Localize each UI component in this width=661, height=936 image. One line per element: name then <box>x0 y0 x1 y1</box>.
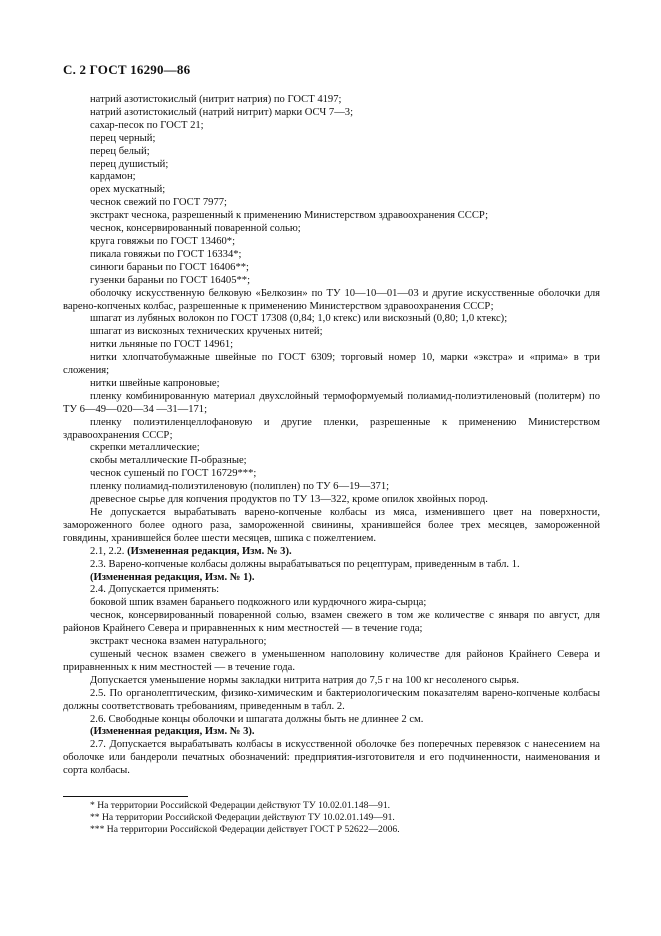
material-line: сахар-песок по ГОСТ 21; <box>90 119 204 131</box>
material-line: нитки швейные капроновые; <box>90 377 220 389</box>
section-2-6: 2.6. Свободные концы оболочки и шпагата должны быть не длиннее 2 см. <box>90 713 424 725</box>
substitution-item: экстракт чеснока взамен натурального; <box>90 636 267 648</box>
restriction-paragraph: Не допускается вырабатывать варено-копченые колбасы из мяса, изменившего цвет на поверхности, замороженного более одного раза, замороженной свинины, хранившейся более трех месяцев, замороженной говядины, хранившейся более шести месяцев, шпика с пожелтением. <box>63 507 600 544</box>
edit-note: (Измененная редакция, Изм. № 3). <box>127 545 292 557</box>
material-line: шпагат из вискозных технических крученых нитей; <box>90 326 323 338</box>
material-line: кардамон; <box>90 171 136 183</box>
footnote: * На территории Российской Федерации действуют ТУ 10.02.01.148—91. <box>90 800 391 811</box>
material-line: скобы металлические П-образные; <box>90 455 247 467</box>
material-line: пленку комбинированную материал двухслойный термоформуемый полиамид-полиэтиленовый (политерм) по ТУ 6—49—020—34 —31—171; <box>63 390 600 415</box>
section-2-5: 2.5. По органолептическим, физико-химическим и бактериологическим показателям варено-копченые колбасы должны соответствовать требованиям, приведенным в табл. 2. <box>63 687 600 712</box>
document-body <box>63 94 600 778</box>
material-line: гузенки бараньи по ГОСТ 16405**; <box>90 274 251 286</box>
material-line: чеснок сушеный по ГОСТ 16729***; <box>90 468 257 480</box>
footnotes <box>63 800 600 836</box>
material-line: скрепки металлические; <box>90 442 200 454</box>
footnote-divider <box>63 796 188 797</box>
material-line: древесное сырье для копчения продуктов по ТУ 13—322, кроме опилок хвойных пород. <box>90 494 488 506</box>
material-line: перец душистый; <box>90 158 169 170</box>
section-2-3: 2.3. Варено-копченые колбасы должны вырабатываться по рецептурам, приведенным в табл. 1. <box>90 558 520 570</box>
material-line: орех мускатный; <box>90 184 166 196</box>
material-line: нитки льняные по ГОСТ 14961; <box>90 339 234 351</box>
nitrite-note: Допускается уменьшение нормы закладки нитрита натрия до 7,5 г на 100 кг несоленого сырья. <box>90 674 520 686</box>
footnote: *** На территории Российской Федерации действует ГОСТ Р 52622—2006. <box>90 824 400 835</box>
material-line: перец белый; <box>90 145 150 157</box>
substitution-item: чеснок, консервированный поваренной солью, взамен свежего в том же количестве с января по август, для районов Крайнего Севера и приравненных к ним местностей — в течение года; <box>63 610 600 635</box>
material-line: пленку полиэтиленцеллофановую и другие пленки, разрешенные к применению Министерством здравоохранения СССР; <box>63 416 600 441</box>
material-line: синюги бараньи по ГОСТ 16406**; <box>90 261 249 273</box>
material-line: чеснок, консервированный поваренной солью; <box>90 223 301 235</box>
material-line: пикала говяжьи по ГОСТ 16334*; <box>90 248 242 260</box>
material-line: натрий азотистокислый (нитрит натрия) по ГОСТ 4197; <box>90 94 342 105</box>
page-header: С. 2 ГОСТ 16290—86 <box>63 62 191 77</box>
material-line: пленку полиамид-полиэтиленовую (полиплен) по ТУ 6—19—371; <box>90 481 390 493</box>
substitution-item: сушеный чеснок взамен свежего в уменьшенном наполовину количестве для районов Крайнего Севера и приравненных к ним местностей — в течение года. <box>63 648 600 673</box>
substitution-item: боковой шпик взамен бараньего подкожного или курдючного жира-сырца; <box>90 597 427 609</box>
section-2-7: 2.7. Допускается вырабатывать колбасы в искусственной оболочке без поперечных перевязок с нанесением на оболочке или бандероли печатных обозначений: предприятия-изготовителя и его подчиненности, наименования и сорта колбасы. <box>63 739 600 777</box>
material-line: шпагат из лубяных волокон по ГОСТ 17308 (0,84; 1,0 ктекс) или вискозный (0,80; 1,0 ктекс); <box>90 313 508 325</box>
material-line: перец черный; <box>90 132 156 144</box>
material-line: чеснок свежий по ГОСТ 7977; <box>90 197 227 209</box>
materials-list <box>63 94 600 546</box>
section-2-2 <box>63 546 600 559</box>
edit-note: (Измененная редакция, Изм. № 3). <box>90 726 255 738</box>
material-line: оболочку искусственную белковую «Белкозин» по ТУ 10—10—01—03 и другие искусственные оболочки для варено-копченых колбас, разрешенные к применению Министерством здравоохранения СССР; <box>63 287 600 312</box>
material-line: круга говяжьи по ГОСТ 13460*; <box>90 235 236 247</box>
section-2-2-number: 2.1, 2.2. <box>90 545 128 557</box>
material-line: натрий азотистокислый (натрий нитрит) марки ОСЧ 7—3; <box>90 106 354 118</box>
footnote: ** На территории Российской Федерации действуют ТУ 10.02.01.149—91. <box>90 812 395 823</box>
material-line: экстракт чеснока, разрешенный к применению Министерством здравоохранения СССР; <box>90 210 489 222</box>
material-line: нитки хлопчатобумажные швейные по ГОСТ 6309; торговый номер 10, марки «экстра» и «прима» в три сложения; <box>63 352 600 377</box>
section-2-4: 2.4. Допускается применять: <box>90 584 220 596</box>
edit-note: (Измененная редакция, Изм. № 1). <box>90 571 255 583</box>
